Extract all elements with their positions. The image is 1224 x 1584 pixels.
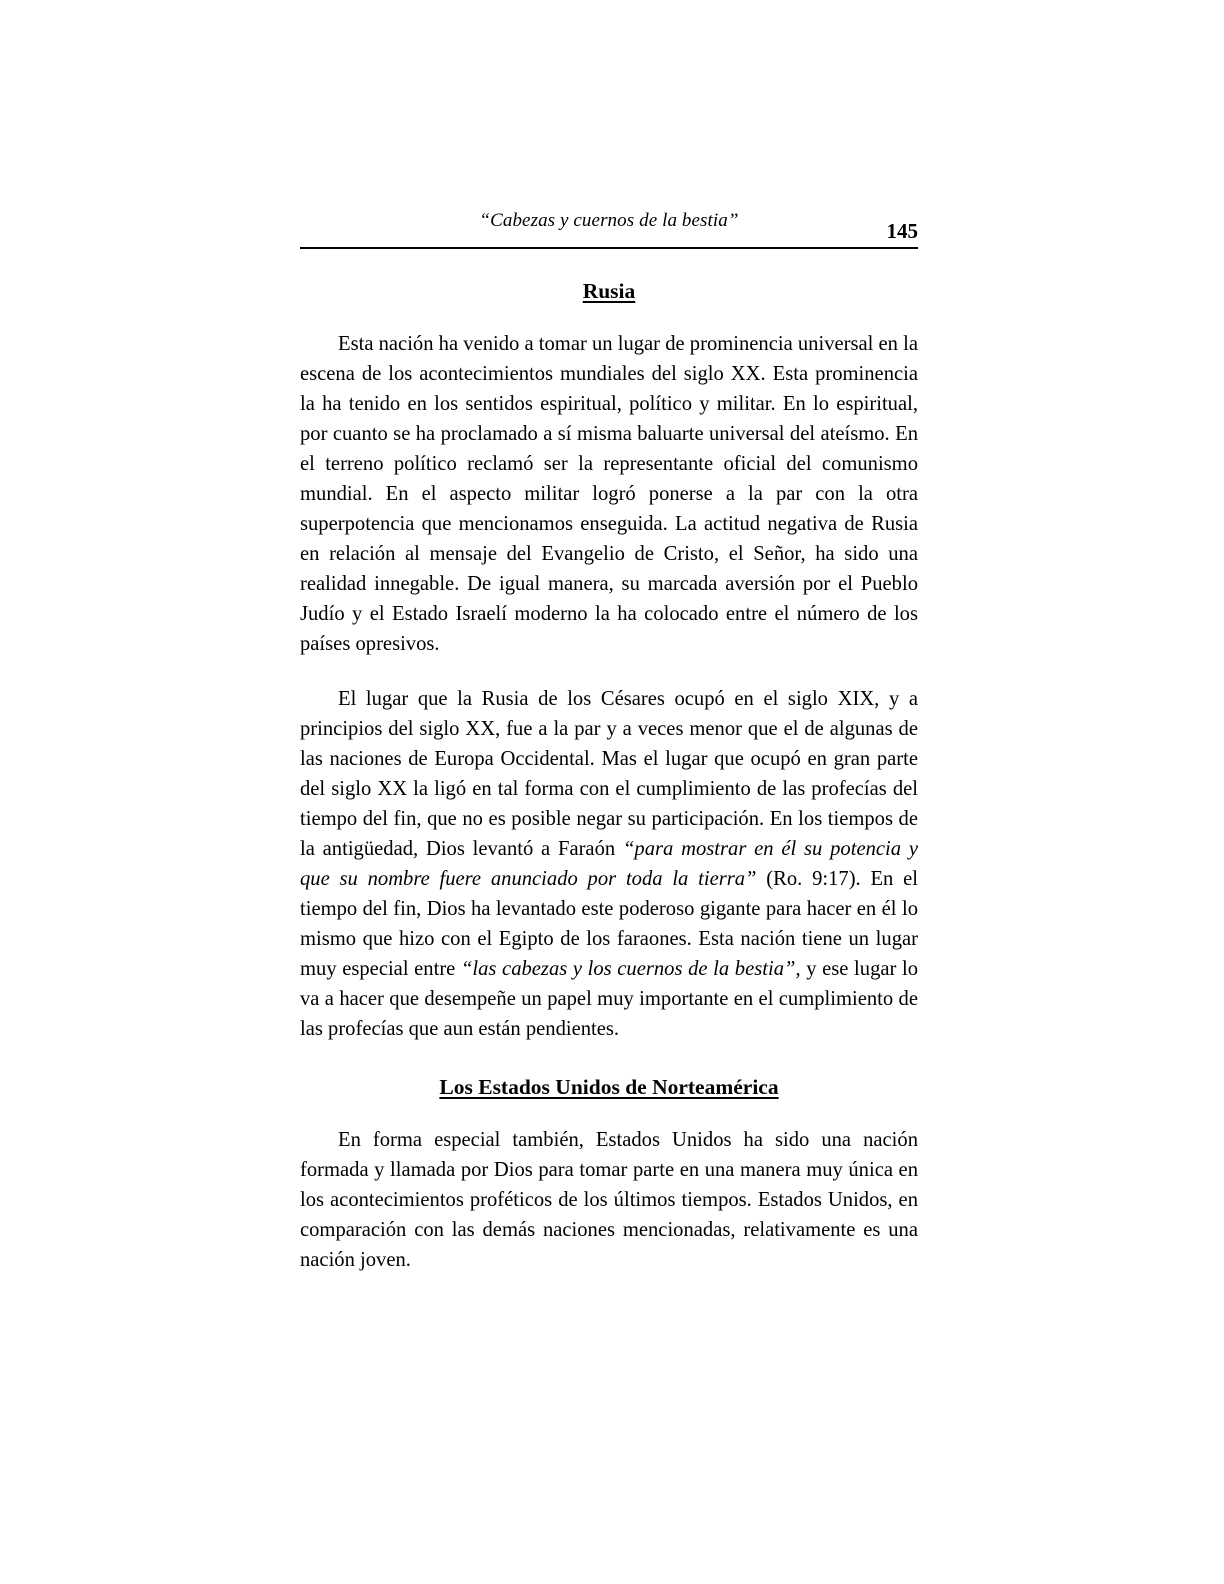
paragraph-rusia-2-part3: , y ese lugar lo va a hacer que desempeñe un papel muy importante en el cumplimiento de las profecías que aun están pendientes.: [300, 958, 919, 1040]
paragraph-rusia-2: [300, 685, 918, 1044]
scripture-quote-romans: “para mostrar en él su potencia y que su nombre fuere anunciado por toda la tierra”: [300, 838, 918, 891]
paragraph-estados-unidos-1: En forma especial también, Estados Unidos ha sido una nación formada y llamada por Dios para tomar parte en una manera muy única en los acontecimientos proféticos de los últimos tiempos. Estados Unidos, en comparación con las demás naciones mencionadas, relativamente es una nación joven.: [300, 1128, 918, 1271]
section-heading-estados-unidos-text: Los Estados Unidos de Norteamérica: [439, 1074, 779, 1099]
running-title: “Cabezas y cuernos de la bestia”: [479, 210, 739, 231]
section-heading-estados-unidos: [300, 1075, 918, 1100]
page-header: [300, 210, 918, 244]
paragraph-rusia-2-part1: El lugar que la Rusia de los Césares ocupó en el siglo XIX, y a principios del siglo XX, fue a la par y a veces menor que el de algunas de las naciones de Europa Occidental. Mas el lugar que ocupó en gran parte del siglo XX la ligó en tal forma con el cumplimiento de las profecías del tiempo del fin, que no es posible negar su participación. En los tiempos de la antigüedad, Dios levantó a Faraón: [300, 688, 918, 861]
section-heading-rusia-text: Rusia: [582, 279, 636, 303]
section-heading-rusia: [300, 279, 918, 304]
page-content: [300, 210, 918, 1276]
quote-cabezas-cuernos: “las cabezas y los cuernos de la bestia”: [460, 958, 796, 981]
header-divider: [300, 247, 918, 249]
paragraph-rusia-2-part2: (Ro. 9:17). En el tiempo del fin, Dios ha levantado este poderoso gigante para hacer en él lo mismo que hizo con el Egipto de los faraones. Esta nación tiene un lugar muy especial entre: [300, 868, 918, 981]
paragraph-rusia-1: Esta nación ha venido a tomar un lugar de prominencia universal en la escena de los acontecimientos mundiales del siglo XX. Esta prominencia la ha tenido en los sentidos espiritual, político y militar. En lo espiritual, por cuanto se ha proclamado a sí misma baluarte universal del ateísmo. En el terreno político reclamó ser la representante oficial del comunismo mundial. En el aspecto militar logró ponerse a la par con la otra superpotencia que mencionamos enseguida. La actitud negativa de Rusia en relación al mensaje del Evangelio de Cristo, el Señor, ha sido una realidad innegable. De igual manera, su marcada aversión por el Pueblo Judío y el Estado Israelí moderno la ha colocado entre el número de los países opresivos.: [300, 333, 918, 655]
page-number: 145: [886, 219, 918, 243]
